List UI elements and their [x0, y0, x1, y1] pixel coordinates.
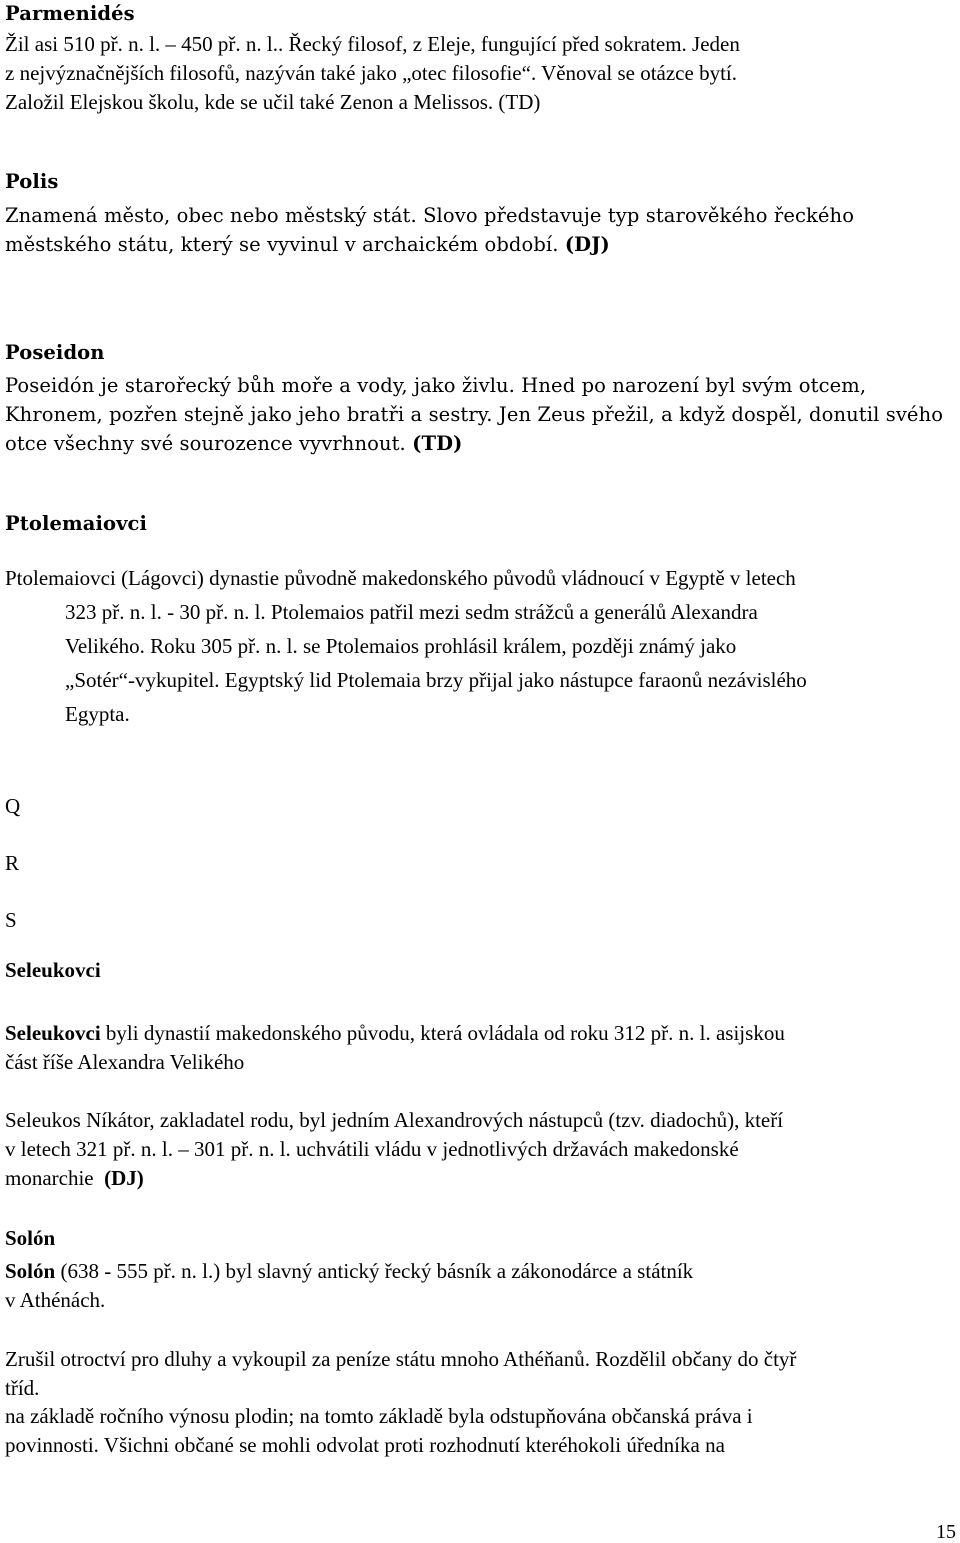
seleukovci-text: monarchie	[5, 1166, 94, 1190]
parmenides-line: z nejvýznačnějších filosofů, nazýván také jako „otec filosofie“. Věnoval se otázce bytí.	[5, 61, 737, 85]
page-number: 15	[936, 1521, 956, 1543]
heading-seleukovci: Seleukovci	[5, 958, 101, 982]
ptolemaiovci-line: Velikého. Roku 305 př. n. l. se Ptolemaios prohlásil králem, později známý jako	[65, 634, 737, 658]
poseidon-line: Poseidón je starořecký bůh moře a vody, jako živlu. Hned po narození byl svým otcem,	[5, 374, 867, 397]
parmenides-line	[5, 92, 540, 113]
ptolemaiovci-line: Ptolemaiovci (Lágovci) dynastie původně makedonského původů vládnoucí v Egyptě v letech	[5, 566, 796, 590]
polis-text: městského státu, který se vyvinul v archaickém období.	[5, 233, 559, 256]
ptolemaiovci-line: „Sotér“-vykupitel. Egyptský lid Ptolemaia brzy přijal jako nástupce faraonů nezávislého	[65, 668, 807, 692]
parmenides-line: Žil asi 510 př. n. l. – 450 př. n. l.. Řecký filosof, z Eleje, fungující před sokratem. Jeden	[5, 32, 740, 56]
letter-heading-q: Q	[5, 794, 21, 818]
seleukovci-line	[5, 1023, 785, 1044]
seleukovci-author: (DJ)	[104, 1166, 144, 1190]
ptolemaiovci-line: Egypta.	[65, 702, 130, 726]
solon-line	[5, 1261, 693, 1282]
parmenides-author: (TD)	[498, 90, 541, 114]
heading-parmenides: Parmenidés	[5, 2, 135, 25]
letter-heading-r: R	[5, 851, 20, 875]
seleukovci-line: v letech 321 př. n. l. – 301 př. n. l. uchvátili vládu v jednotlivých državách makedonské	[5, 1137, 739, 1161]
polis-line: Znamená město, obec nebo městský stát. Slovo představuje typ starověkého řeckého	[5, 204, 855, 227]
poseidon-line	[5, 434, 462, 454]
solon-text: (638 - 555 př. n. l.) byl slavný antický řecký básník a zákonodárce a státník	[55, 1259, 694, 1283]
seleukovci-line: část říše Alexandra Velikého	[5, 1050, 245, 1074]
heading-poseidon: Poseidon	[5, 341, 105, 364]
heading-polis: Polis	[5, 170, 59, 193]
poseidon-author: (TD)	[412, 432, 463, 455]
heading-ptolemaiovci: Ptolemaiovci	[5, 512, 147, 535]
seleukovci-term: Seleukovci	[5, 1021, 101, 1045]
heading-solon: Solón	[5, 1226, 56, 1250]
solon-line: Zrušil otroctví pro dluhy a vykoupil za peníze státu mnoho Athéňanů. Rozdělil občany do čtyř	[5, 1347, 797, 1371]
solon-line: tříd.	[5, 1376, 40, 1400]
ptolemaiovci-line: 323 př. n. l. - 30 př. n. l. Ptolemaios patřil mezi sedm strážců a generálů Alexandra	[65, 600, 758, 624]
solon-line: povinnosti. Všichni občané se mohli odvolat proti rozhodnutí kteréhokoli úředníka na	[5, 1433, 725, 1457]
letter-heading-s: S	[5, 908, 17, 932]
seleukovci-line: Seleukos Níkátor, zakladatel rodu, byl jedním Alexandrových nástupců (tzv. diadochů), kteří	[5, 1108, 784, 1132]
poseidon-text: otce všechny své sourozence vyvrhnout.	[5, 432, 406, 455]
solon-line: v Athénách.	[5, 1288, 106, 1312]
parmenides-text: Založil Elejskou školu, kde se učil také Zenon a Melissos.	[5, 90, 494, 114]
polis-line	[5, 235, 610, 255]
seleukovci-line	[5, 1168, 144, 1189]
seleukovci-text: byli dynastií makedonského původu, která ovládala od roku 312 př. n. l. asijskou	[100, 1021, 785, 1045]
polis-author: (DJ)	[564, 233, 610, 256]
poseidon-line: Khronem, pozřen stejně jako jeho bratři a sestry. Jen Zeus přežil, a když dospěl, donutil svého	[5, 403, 944, 426]
solon-line: na základě ročního výnosu plodin; na tomto základě byla odstupňována občanská práva i	[5, 1404, 753, 1428]
solon-term: Solón	[5, 1259, 56, 1283]
